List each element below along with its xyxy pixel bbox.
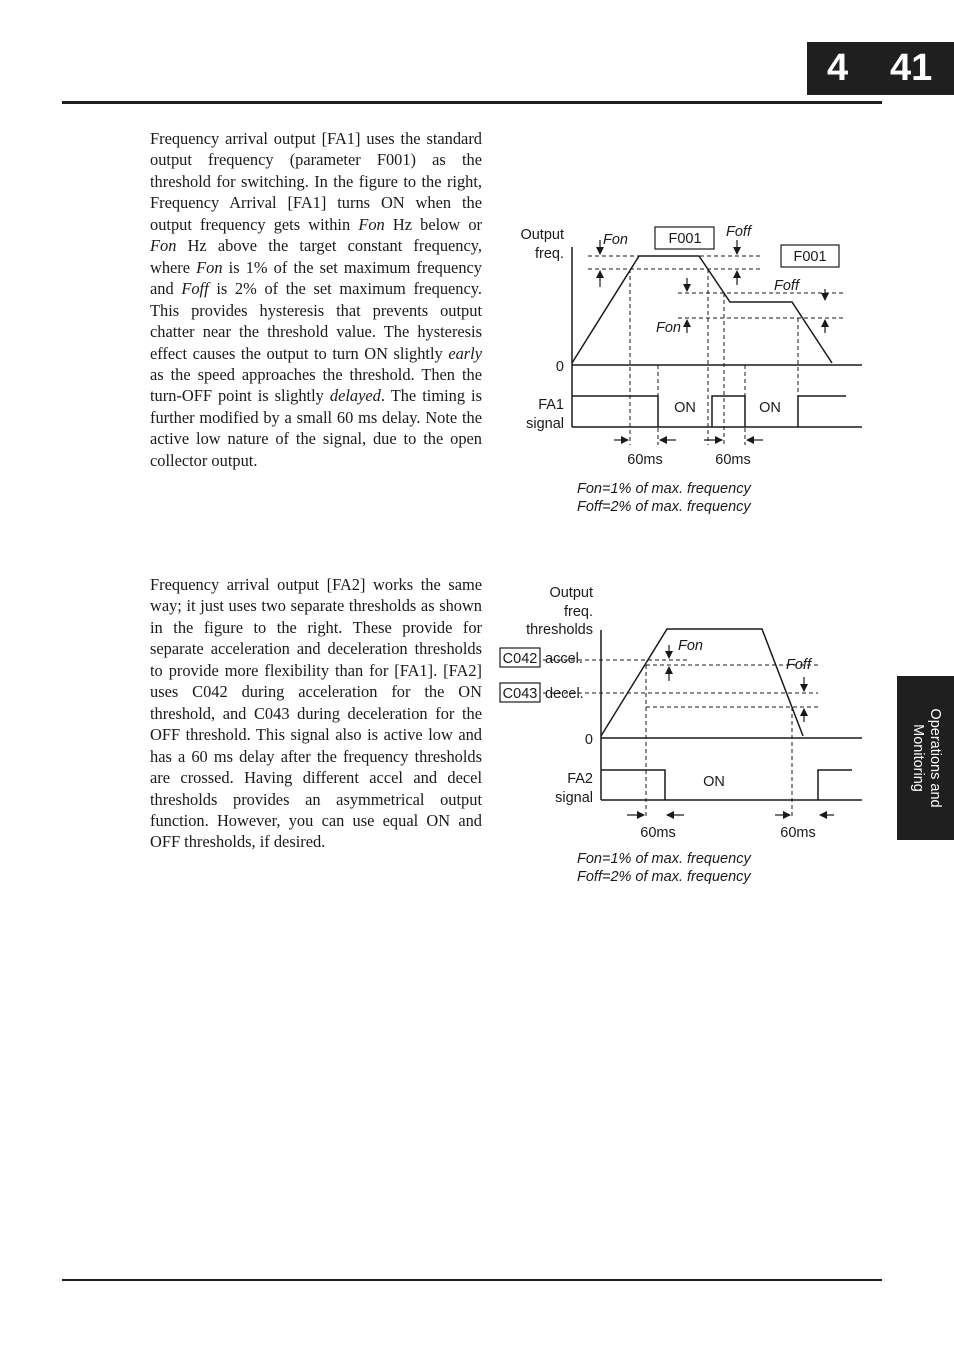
d2-c043-label: C043 (502, 686, 538, 702)
d2-note-1: Fon=1% of max. frequency (577, 851, 751, 867)
d2-accel-label: accel. (545, 651, 583, 667)
fa2-timing-diagram (495, 578, 875, 890)
d2-foff-label: Foff (786, 657, 811, 673)
paragraph-fa2: Frequency arrival output [FA2] works the same way; it just uses two separate thresholds as shown in the figure to the right. These provide for separate acceleration and deceleration thresholds to provide more flexibility than for [FA1]. [FA2] uses C042 during acceleration for the ON threshold, and C043 during deceleration for the OFF threshold. This signal also is active low and has a 60 ms delay after the frequency thresholds are crossed. Having different accel and decel thresholds provides an asymmetrical output function. However, you can use equal ON and OFF thresholds, if desired. (150, 575, 482, 852)
d1-note-1: Fon=1% of max. frequency (577, 481, 751, 497)
d1-foff-top: Foff (726, 224, 751, 240)
d2-ylabel-2: freq. (563, 604, 593, 620)
d1-signal-label-2: signal (526, 416, 564, 432)
d2-ylabel-3: thresholds (526, 622, 593, 638)
d1-zero-label: 0 (555, 359, 564, 375)
d1-delay-1: 60ms (627, 452, 663, 468)
d1-f001-b: F001 (793, 249, 827, 265)
footer-rule (62, 1279, 882, 1281)
d2-c042-label: C042 (502, 651, 538, 667)
d2-zero-label: 0 (584, 732, 593, 748)
chapter-number: 4 (827, 47, 849, 89)
d1-delay-2: 60ms (715, 452, 751, 468)
chapter-side-tab (897, 676, 954, 840)
d1-foff-right: Foff (774, 278, 799, 294)
d1-ylabel-1: Output (520, 227, 564, 243)
d1-fon-top: Fon (603, 232, 628, 248)
d2-delay-1: 60ms (640, 825, 676, 841)
d2-signal-label-2: signal (555, 790, 593, 806)
header-rule (62, 101, 882, 104)
d2-decel-label: decel. (545, 686, 584, 702)
page-number: 41 (890, 47, 933, 89)
d1-note-2: Foff=2% of max. frequency (577, 499, 751, 515)
d2-delay-2: 60ms (780, 825, 816, 841)
d2-fon-label: Fon (678, 638, 703, 654)
d2-on-label: ON (703, 774, 725, 790)
side-tab-line-2: Monitoring (909, 724, 926, 792)
d1-on-label-1: ON (674, 400, 696, 416)
d1-signal-label-1: FA1 (538, 397, 564, 413)
d1-fon-mid: Fon (656, 320, 681, 336)
paragraph-fa1: Frequency arrival output [FA1] uses the standard output frequency (parameter F001) as the threshold for switching. In the figure to the right, Frequency Arrival [FA1] turns ON when the output frequency gets within Fon Hz below or Fon Hz above the target constant frequency, where Fon is 1% of the set maximum frequency and Foff is 2% of the set maximum frequency. This provides hysteresis that prevents output chatter near the threshold value. The hysteresis effect causes the output to turn ON slightly early as the speed approaches the threshold. Then the turn-OFF point is slightly delayed. The timing is further modified by a small 60 ms delay. Note the active low nature of the signal, due to the open collector output. (150, 129, 483, 470)
d2-ylabel-1: Output (549, 585, 593, 601)
d2-note-2: Foff=2% of max. frequency (577, 869, 751, 885)
d1-f001-a: F001 (668, 231, 702, 247)
d1-on-label-2: ON (759, 400, 781, 416)
fa1-timing-diagram (495, 215, 875, 520)
page-number-box (807, 42, 954, 95)
side-tab-line-1: Operations and (926, 708, 943, 808)
d2-signal-label-1: FA2 (567, 771, 593, 787)
d1-ylabel-2: freq. (534, 246, 564, 262)
